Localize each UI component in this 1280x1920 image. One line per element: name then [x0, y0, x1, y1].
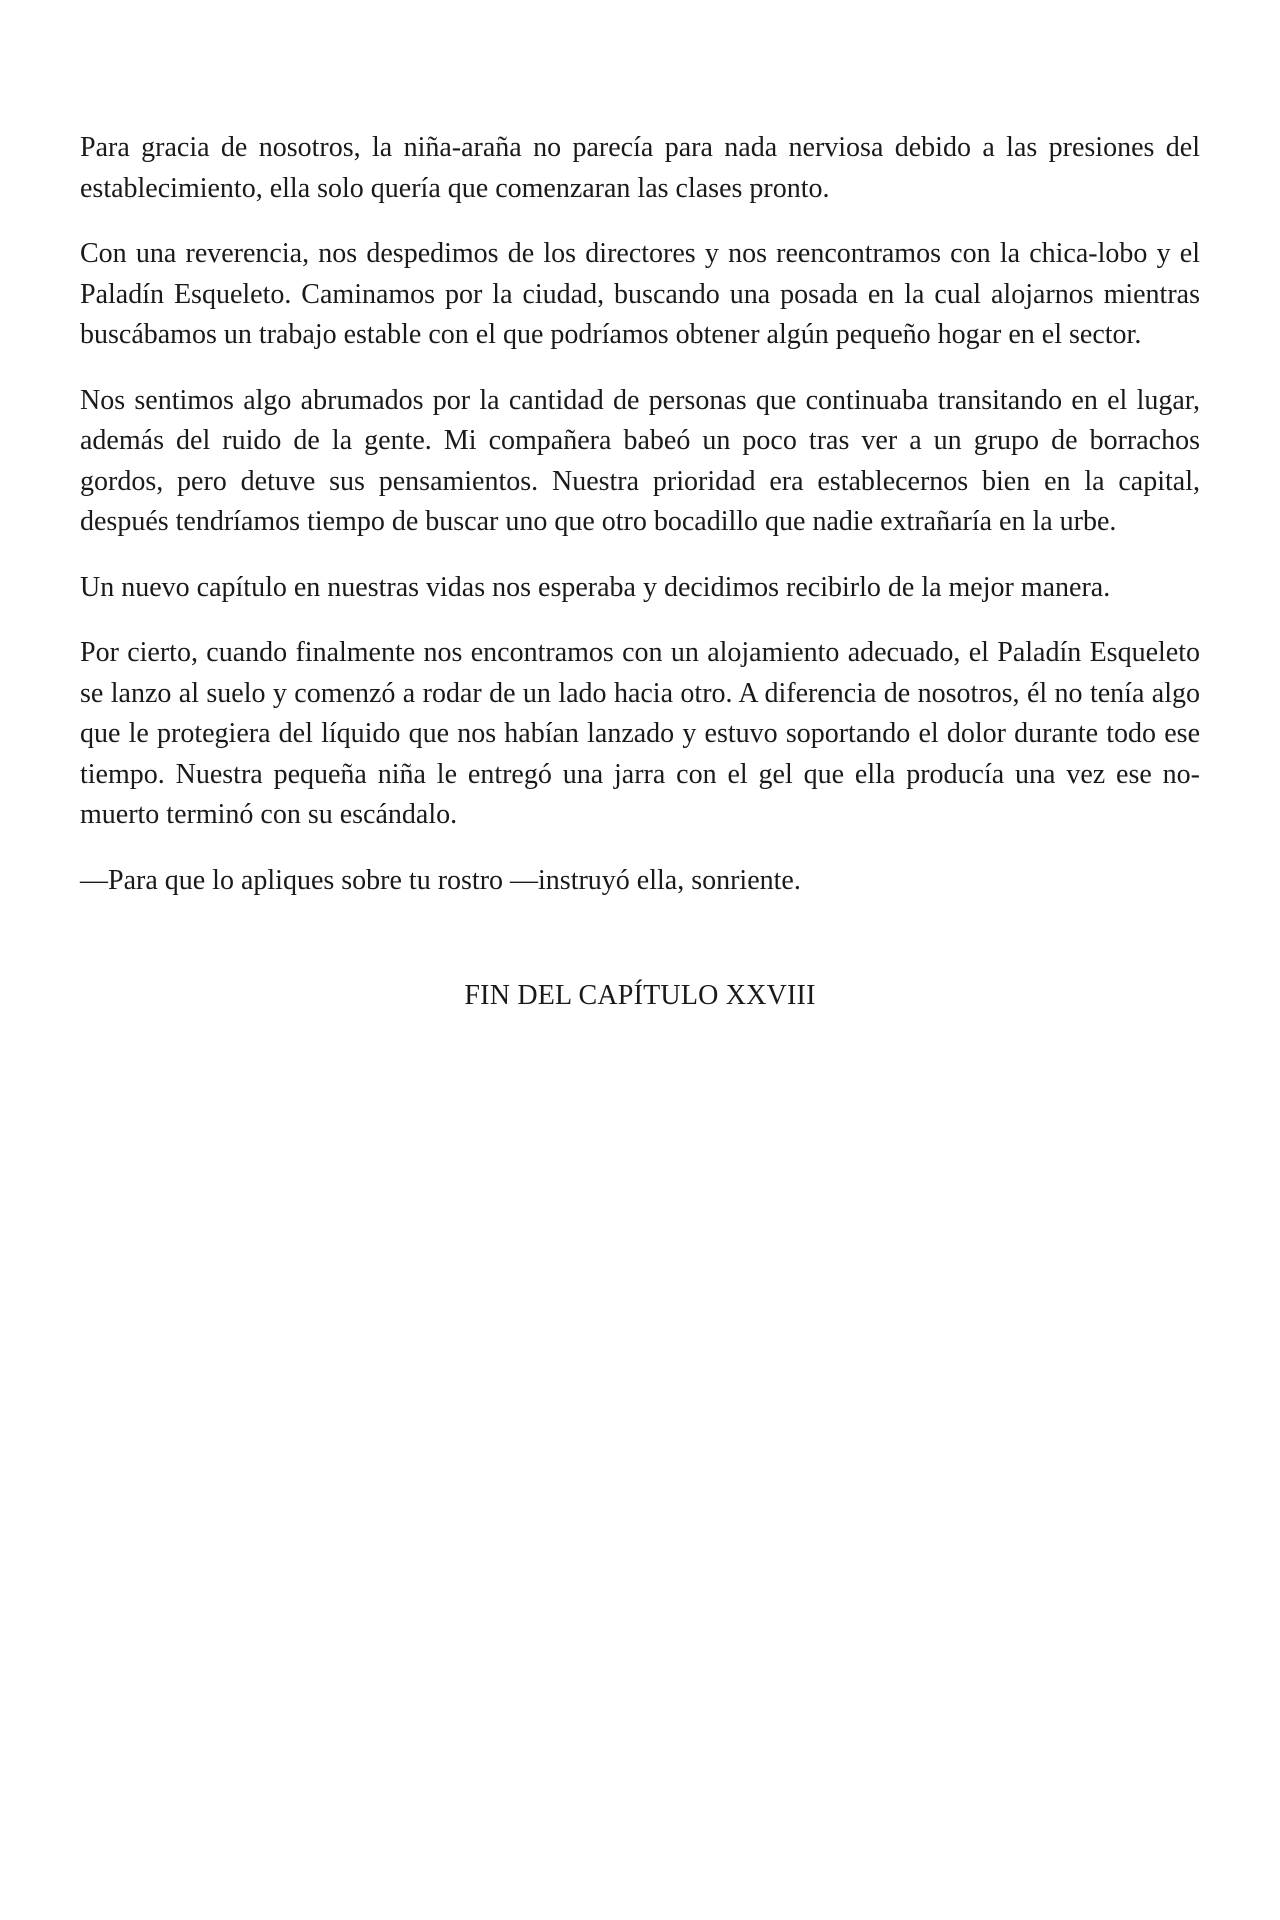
- chapter-end-heading: FIN DEL CAPÍTULO XXVIII: [464, 980, 816, 1011]
- paragraph-1: Para gracia de nosotros, la niña-araña no parecía para nada nerviosa debido a las presiones del establecimiento, ella solo quería que comenzaran las clases pronto.: [80, 132, 1200, 204]
- document-page: [80, 128, 1200, 1017]
- paragraph-5: Por cierto, cuando finalmente nos encontramos con un alojamiento adecuado, el Paladín Esqueleto se lanzo al suelo y comenzó a rodar de un lado hacia otro. A diferencia de nosotros, él no tenía algo que le protegiera del líquido que nos habían lanzado y estuvo soportando el dolor durante todo ese tiempo. Nuestra pequeña niña le entregó una jarra con el gel que ella producía una vez ese no-muerto terminó con su escándalo.: [80, 637, 1200, 830]
- paragraph-4: Un nuevo capítulo en nuestras vidas nos esperaba y decidimos recibirlo de la mejor manera.: [80, 571, 1111, 603]
- paragraph-3: Nos sentimos algo abrumados por la cantidad de personas que continuaba transitando en el lugar, además del ruido de la gente. Mi compañera babeó un poco tras ver a un grupo de borrachos gordos, pero detuve sus pensamientos. Nuestra prioridad era establecernos bien en la capital, después tendríamos tiempo de buscar uno que otro bocadillo que nadie extrañaría en la urbe.: [80, 384, 1200, 537]
- dialogue-line: —Para que lo apliques sobre tu rostro —instruyó ella, sonriente.: [80, 864, 801, 896]
- paragraph-2: Con una reverencia, nos despedimos de los directores y nos reencontramos con la chica-lobo y el Paladín Esqueleto. Caminamos por la ciudad, buscando una posada en la cual alojarnos mientras buscábamos un trabajo estable con el que podríamos obtener algún pequeño hogar en el sector.: [80, 238, 1200, 350]
